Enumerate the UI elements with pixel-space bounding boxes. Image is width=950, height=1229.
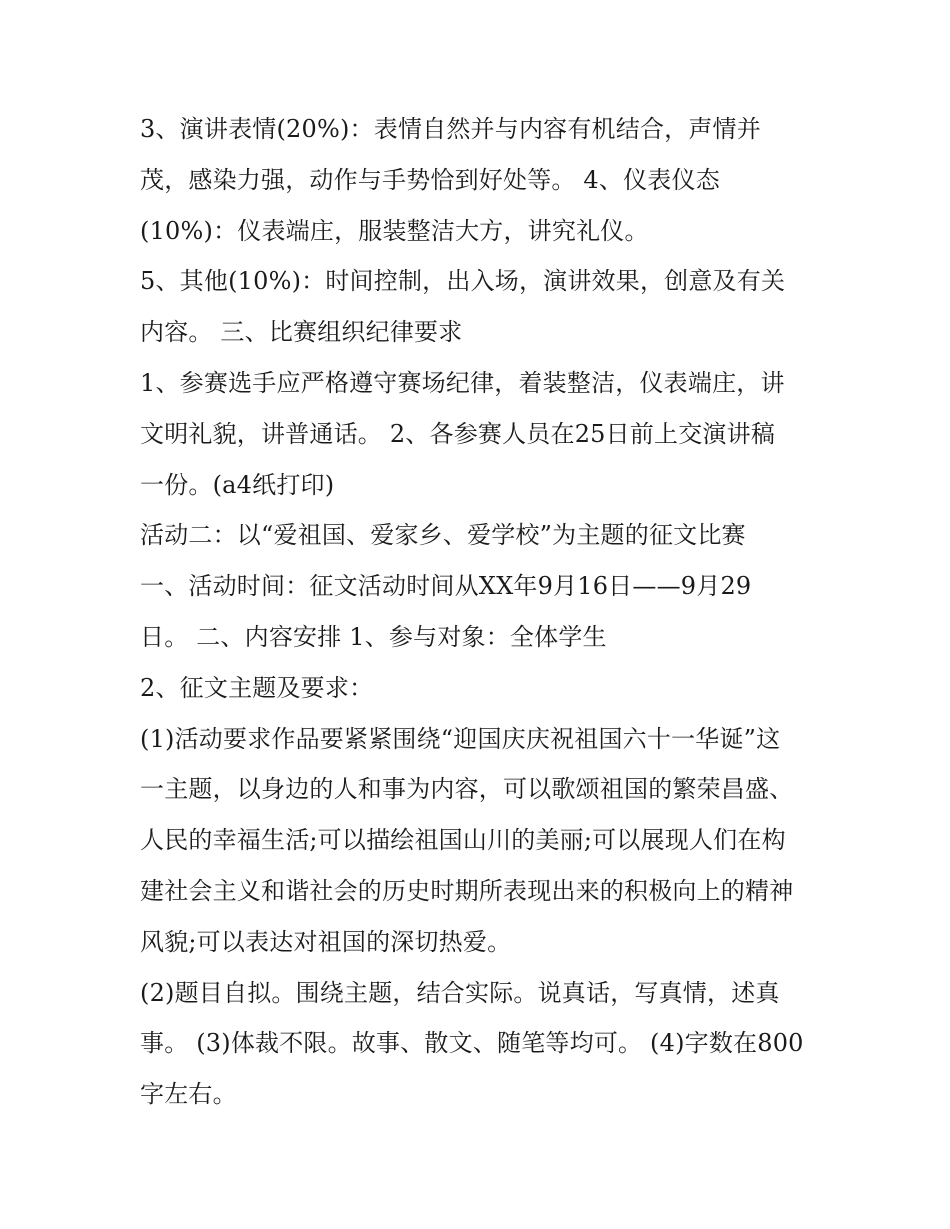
text-line-4: 5、其他(10%)：时间控制，出入场，演讲效果，创意及有关 (140, 267, 786, 296)
text-line-1: 3、演讲表情(20%)：表情自然并与内容有机结合，声情并 (140, 115, 761, 143)
text-line-8: 一份。(a4纸打印) (140, 470, 335, 499)
text-line-9: 活动二：以“爱祖国、爱家乡、爱学校”为主题的征文比赛 (140, 521, 746, 550)
text-line-18: (2)题目自拟。围绕主题，结合实际。说真话，写真情，述真 (140, 978, 780, 1007)
text-line-5: 内容。 三、比赛组织纪律要求 (140, 318, 463, 347)
text-line-6: 1、参赛选手应严格遵守赛场纪律，着装整洁，仪表端庄，讲 (140, 368, 785, 397)
text-line-12: 2、征文主题及要求： (140, 673, 374, 702)
text-line-7: 文明礼貌，讲普通话。 2、各参赛人员在25日前上交演讲稿 (140, 419, 776, 448)
text-line-15: 人民的幸福生活;可以描绘祖国山川的美丽;可以展现人们在构 (140, 826, 786, 855)
text-line-16: 建社会主义和谐社会的历史时期所表现出来的积极向上的精神 (140, 876, 794, 905)
text-line-11: 日。 二、内容安排 1、参与对象：全体学生 (140, 622, 607, 651)
text-line-10: 一、活动时间：征文活动时间从XX年9月16日——9月29 (140, 572, 752, 601)
text-line-17: 风貌;可以表达对祖国的深切热爱。 (140, 927, 512, 956)
text-line-20: 字左右。 (140, 1080, 237, 1109)
text-line-13: (1)活动要求作品要紧紧围绕“迎国庆庆祝祖国六十一华诞”这 (140, 724, 781, 753)
text-line-19: 事。 (3)体裁不限。故事、散文、随笔等均可。 (4)字数在800 (140, 1029, 804, 1058)
text-line-2: 茂，感染力强，动作与手势恰到好处等。 4、仪表仪态 (140, 165, 720, 194)
document-body (140, 104, 820, 1120)
text-line-14: 一主题，以身边的人和事为内容，可以歌颂祖国的繁荣昌盛、 (140, 775, 794, 804)
text-line-3: (10%)：仪表端庄，服装整洁大方，讲究礼仪。 (140, 216, 649, 245)
